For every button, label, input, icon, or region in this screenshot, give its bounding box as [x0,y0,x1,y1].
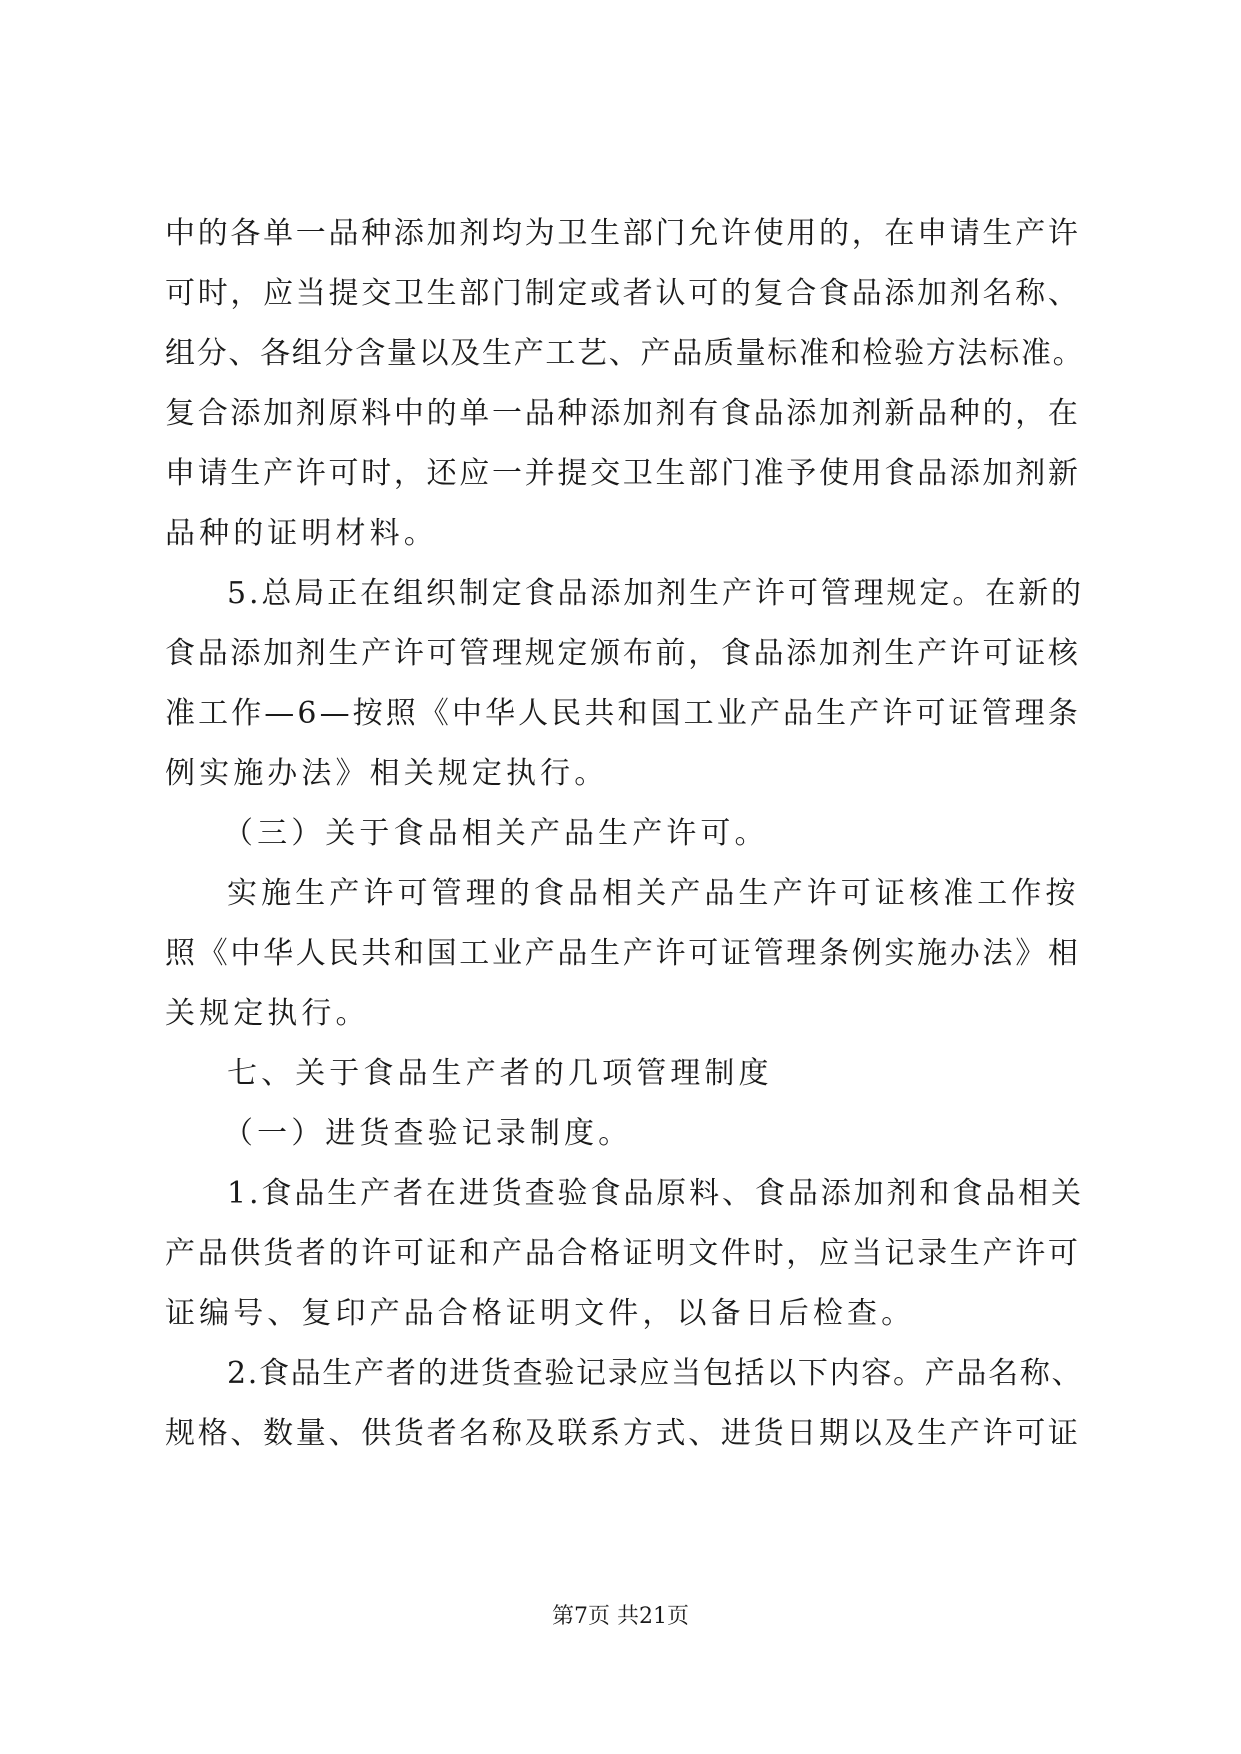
body-text-line: 2.食品生产者的进货查验记录应当包括以下内容。产品名称、 [227,1356,1084,1391]
body-text-line: 产品供货者的许可证和产品合格证明文件时，应当记录生产许可 [165,1236,1081,1271]
body-text-line: 组分、各组分含量以及生产工艺、产品质量标准和检验方法标准。 [165,336,1085,371]
section-heading: （三）关于食品相关产品生产许可。 [223,816,769,851]
body-text-line: 中的各单一品种添加剂均为卫生部门允许使用的，在申请生产许 [165,216,1081,251]
body-text-line: 食品添加剂生产许可管理规定颁布前，食品添加剂生产许可证核 [165,636,1081,671]
body-text-line: 照《中华人民共和国工业产品生产许可证管理条例实施办法》相 [165,936,1081,971]
body-text-line: 品种的证明材料。 [165,516,438,551]
section-heading: （一）进货查验记录制度。 [223,1116,633,1151]
page-footer: 第7页 共21页 [552,1604,689,1629]
body-text-line: 5.总局正在组织制定食品添加剂生产许可管理规定。在新的 [227,576,1084,611]
body-text-line: 申请生产许可时，还应一并提交卫生部门准予使用食品添加剂新 [165,456,1081,491]
body-text-line: 复合添加剂原料中的单一品种添加剂有食品添加剂新品种的，在 [165,396,1081,431]
body-text-line: 可时，应当提交卫生部门制定或者认可的复合食品添加剂名称、 [165,276,1081,311]
chapter-heading: 七、关于食品生产者的几项管理制度 [227,1056,773,1091]
body-text-line: 例实施办法》相关规定执行。 [165,756,609,791]
body-text-line: 规格、数量、供货者名称及联系方式、进货日期以及生产许可证 [165,1416,1081,1451]
body-text-line: 实施生产许可管理的食品相关产品生产许可证核准工作按 [227,876,1080,911]
body-text-line: 准工作—6—按照《中华人民共和国工业产品生产许可证管理条 [165,696,1081,731]
body-text-line: 关规定执行。 [165,996,370,1031]
body-text-line: 1.食品生产者在进货查验食品原料、食品添加剂和食品相关 [227,1176,1084,1211]
body-text-line: 证编号、复印产品合格证明文件，以备日后检查。 [165,1296,916,1331]
